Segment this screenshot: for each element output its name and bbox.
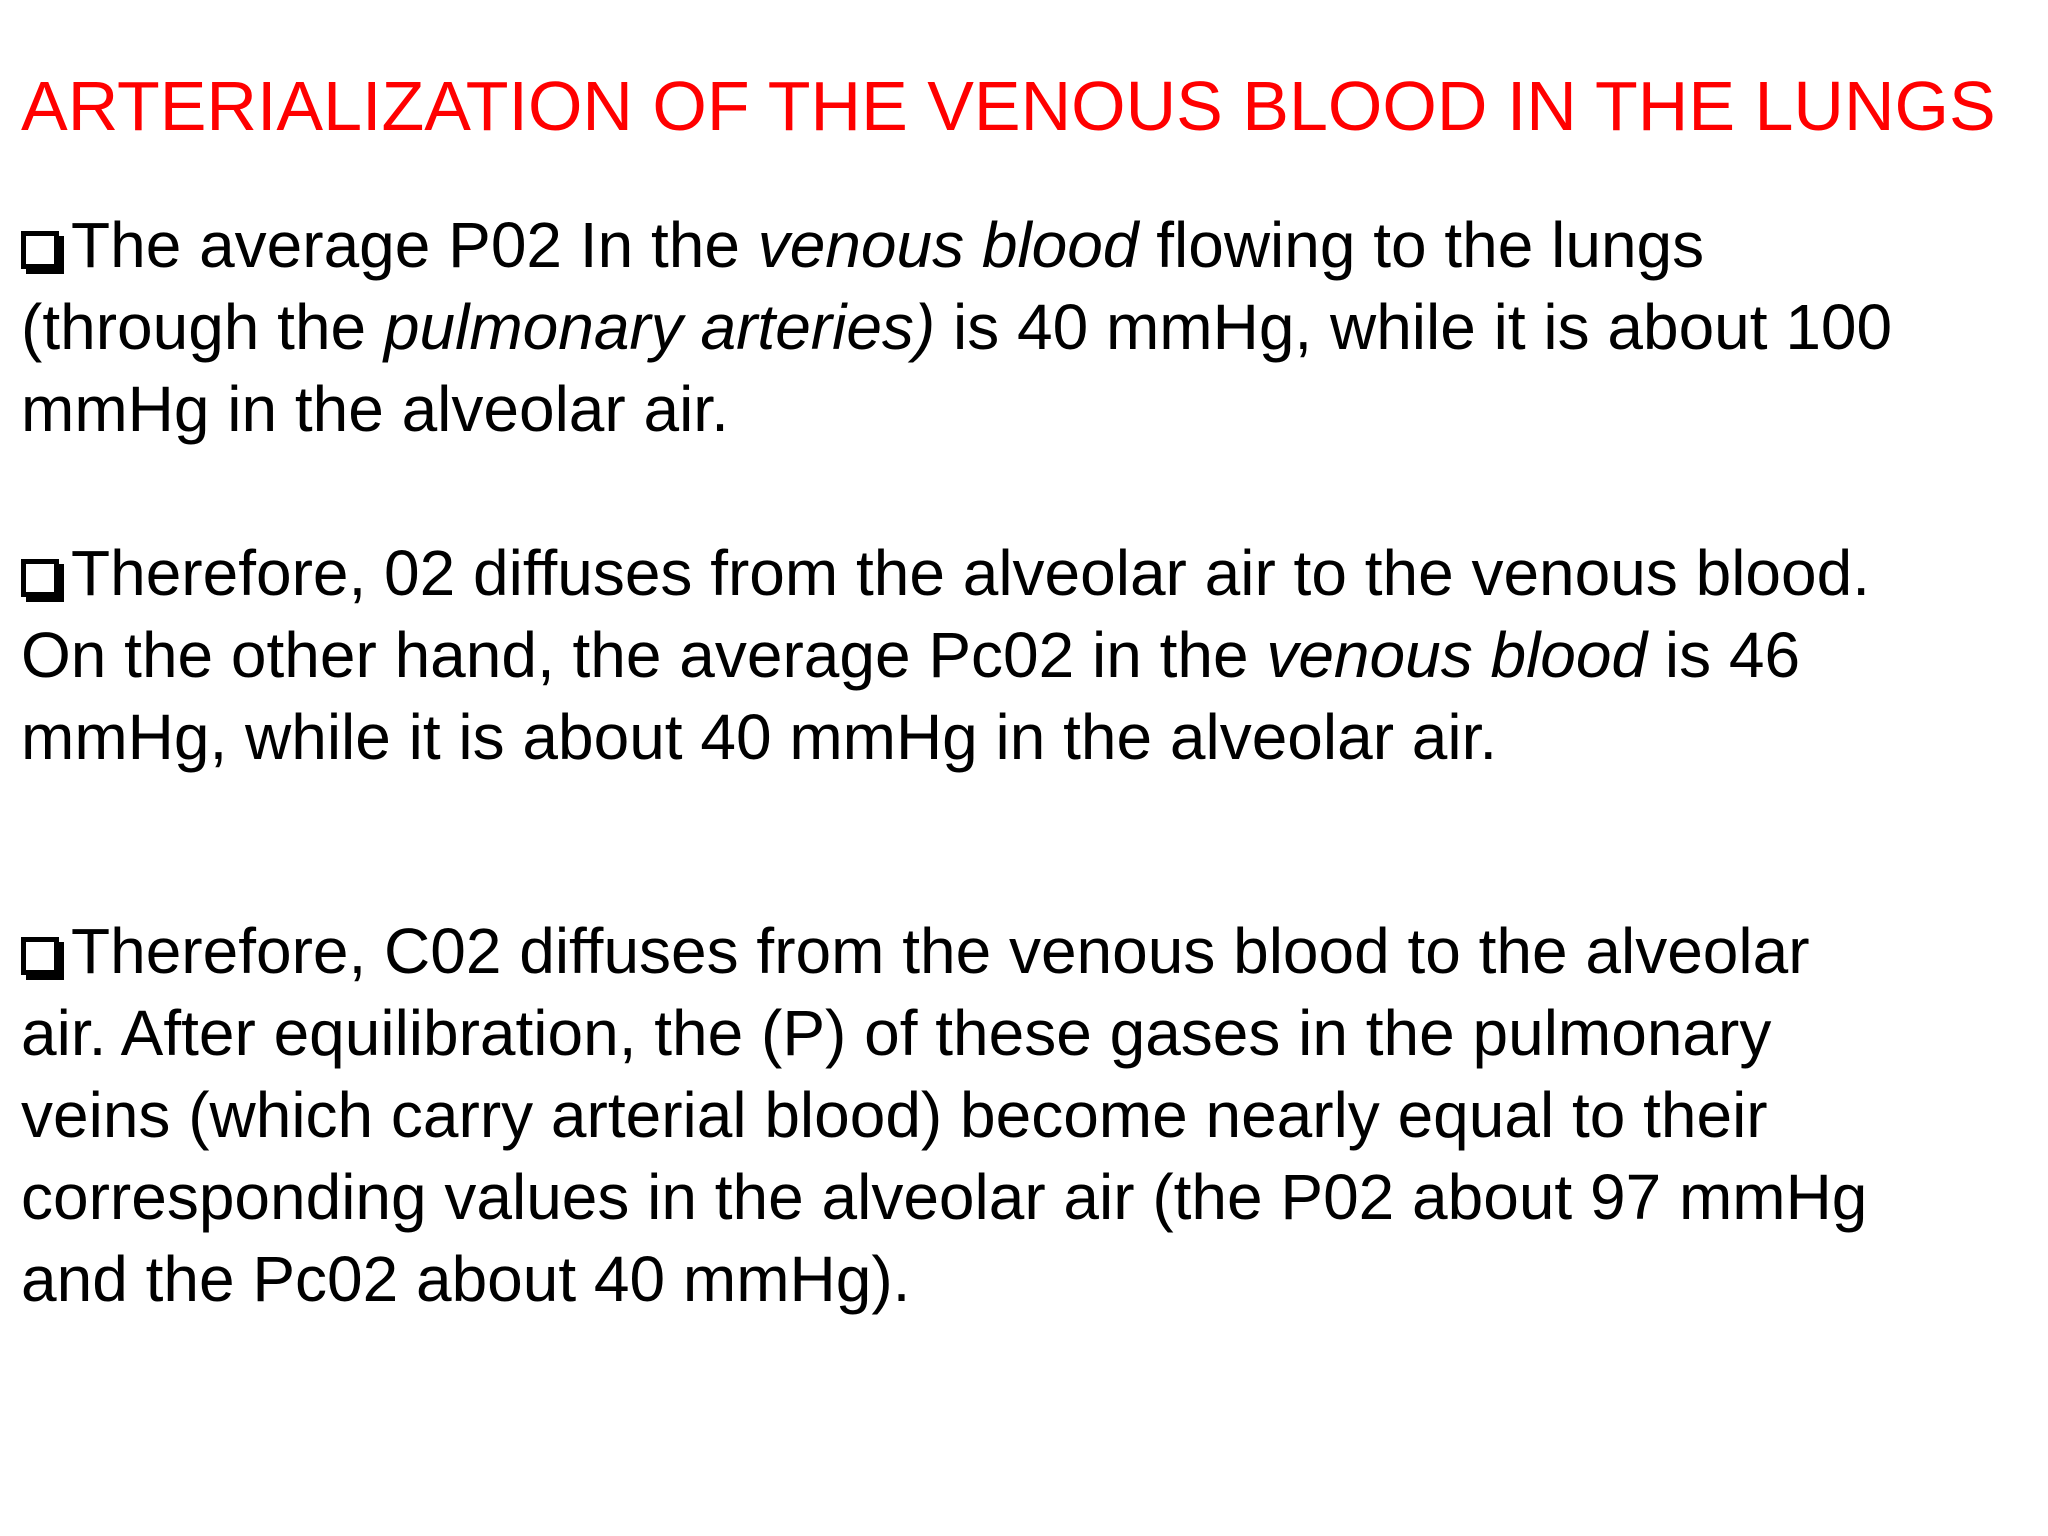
paragraph-3-line-1: Therefore, C02 diffuses from the venous blood to the alveolar [21, 910, 2031, 992]
checkbox-bullet-icon [21, 559, 59, 597]
checkbox-bullet-icon [21, 231, 59, 269]
paragraph-2-line-2: On the other hand, the average Pc02 in the venous blood is 46 [21, 619, 1801, 691]
paragraph-1 [21, 204, 2031, 450]
paragraph-3-line-4: corresponding values in the alveolar air (the P02 about 97 mmHg [21, 1161, 1868, 1233]
paragraph-3-line-2: air. After equilibration, the (P) of these gases in the pulmonary [21, 997, 1772, 1069]
paragraph-1-line-2: (through the pulmonary arteries) is 40 mmHg, while it is about 100 [21, 291, 1893, 363]
paragraph-2 [21, 532, 2031, 778]
paragraph-2-line-3: mmHg, while it is about 40 mmHg in the alveolar air. [21, 701, 1498, 773]
paragraph-3-line-3: veins (which carry arterial blood) become nearly equal to their [21, 1079, 1768, 1151]
paragraph-3-line-5: and the Pc02 about 40 mmHg). [21, 1243, 911, 1315]
paragraph-1-line-1: The average P02 In the venous blood flowing to the lungs [21, 204, 2031, 286]
paragraph-2-line-1: Therefore, 02 diffuses from the alveolar air to the venous blood. [21, 532, 2031, 614]
paragraph-1-line-3: mmHg in the alveolar air. [21, 373, 729, 445]
slide-title: ARTERIALIZATION OF THE VENOUS BLOOD IN THE LUNGS [21, 67, 1996, 145]
checkbox-bullet-icon [21, 937, 59, 975]
paragraph-3 [21, 910, 2031, 1320]
